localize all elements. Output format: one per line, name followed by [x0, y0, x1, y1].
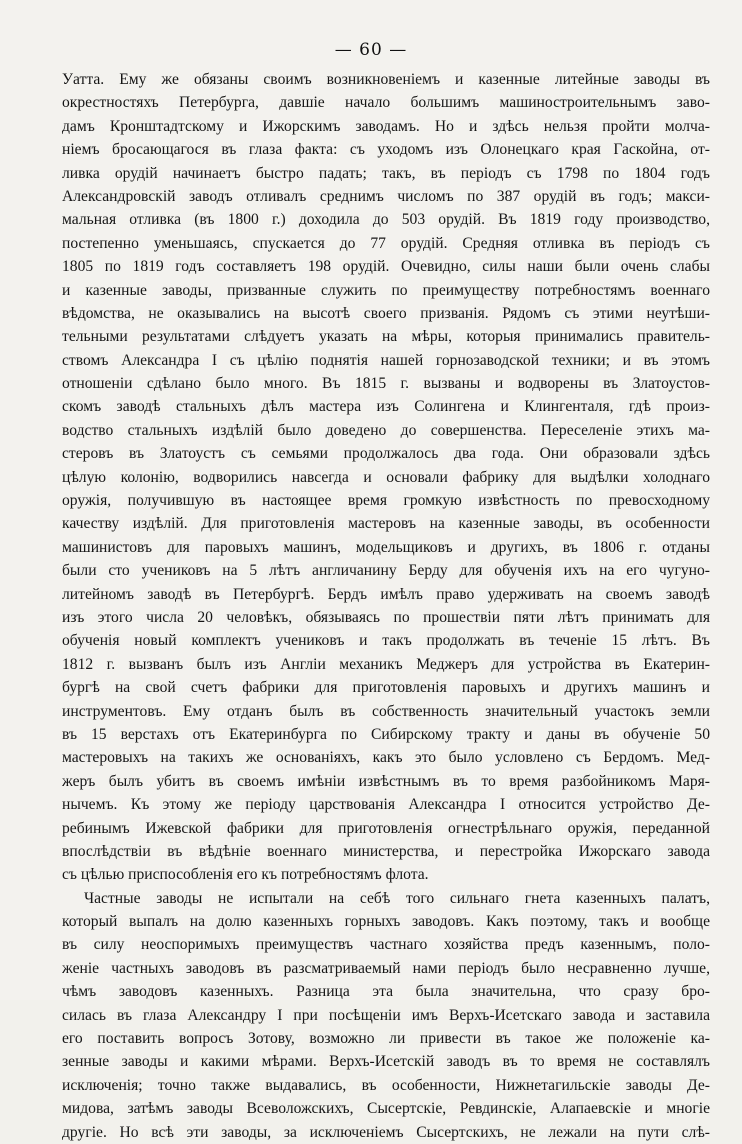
text-line: бургѣ на свой счетъ фабрики для приготовленiя паровыхъ и другихъ машинъ и [62, 679, 710, 697]
text-line: нычемъ. Къ этому же перiоду царствованiя Александра I относится устройство Де- [62, 796, 710, 814]
page-number: — 60 — [334, 40, 408, 60]
text-line: впослѣдствiи въ вѣдѣнiе военнаго министерства, и перестройка Ижорскаго завода [62, 842, 710, 860]
text-line: инструментовъ. Ему отданъ былъ въ собственность значительный участокъ земли [62, 702, 710, 720]
text-line: дамъ Кронштадтскому и Ижорскимъ заводамъ. Но и здѣсь нельзя пройти молча- [62, 117, 710, 135]
text-line: изъ этого числа 20 человѣкъ, обязываясь по прошествiи пяти лѣтъ принимать для [62, 608, 710, 626]
text-line: были сто учениковъ на 5 лѣтъ англичанину Берду для обученiя ихъ на его чугуно- [62, 562, 710, 580]
text-line: съ цѣлью приспособленiя его къ потребностямъ флота. [62, 866, 429, 884]
text-line: водство стальныхъ издѣлiй было доведено до совершенства. Переселенiе этихъ ма- [62, 421, 710, 439]
text-line: Уатта. Ему же обязаны своимъ возникновенiемъ и казенные литейные заводы въ [62, 71, 710, 88]
text-line: стеровъ въ Златоустъ съ семьями продолжалось два года. Они образовали здѣсь [62, 445, 710, 463]
text-line: женiе частныхъ заводовъ въ разсматриваемый нами перiодъ было несравненно лучше, [62, 959, 710, 977]
text-line: Александровскiй заводъ отливалъ среднимъ числомъ по 387 орудiй въ годъ; макси- [62, 187, 710, 205]
text-line: мидова, затѣмъ заводы Всеволожскихъ, Сысертскiе, Ревдинскiе, Алапаевскiе и многiе [62, 1100, 710, 1118]
text-line: отношенiи сдѣлано было много. Въ 1815 г. вызваны и водворены въ Златоустов- [62, 375, 710, 393]
text-line: чѣмъ заводовъ казенныхъ. Разница эта была значительна, что сразу бро- [62, 983, 710, 1001]
text-line: ливка орудiй начинаетъ быстро падать; такъ, въ перiодъ съ 1798 по 1804 годъ [62, 164, 710, 182]
text-line: ствомъ Александра I съ цѣлiю поднятiя нашей горнозаводской техники; и въ этомъ [62, 351, 710, 369]
text-line: исключенiя; точно также выдавались, въ особенности, Нижнетагильскiе заводы Де- [62, 1076, 710, 1094]
text-line: постепенно уменьшаясь, спускается до 77 орудiй. Средняя отливка въ перiодъ съ [62, 234, 710, 252]
text-line: вѣдомства, не оказывались на высотѣ своего призванiя. Рядомъ съ этими неутѣши- [62, 304, 710, 322]
text-line: литейномъ заводѣ въ Петербургѣ. Бердъ имѣлъ право удерживать на своемъ заводѣ [62, 585, 710, 603]
text-line: машинистовъ для паровыхъ машинъ, модельщиковъ и другихъ, въ 1806 г. отданы [62, 538, 710, 556]
paragraph-2 [62, 887, 710, 1144]
text-line: другiе. Но всѣ эти заводы, за исключенiемъ Сысертскихъ, не лежали на пути слѣ- [62, 1123, 710, 1141]
text-line: его поставить вопросъ Зотову, возможно ли привести въ такое же положенiе ка- [62, 1030, 710, 1048]
text-line: зенные заводы и какими мѣрами. Верхъ-Исетскiй заводъ въ то время не составлялъ [62, 1053, 710, 1071]
text-line: нiемъ бросающагося въ глаза факта: съ уходомъ изъ Олонецкаго края Гаскойна, от- [62, 141, 710, 159]
text-line: окрестностяхъ Петербурга, давшiе начало большимъ машиностроительнымъ заво- [62, 94, 710, 112]
paragraph-1 [62, 68, 710, 887]
text-line: Частные заводы не испытали на себѣ того сильнаго гнета казенныхъ палатъ, [84, 889, 710, 907]
text-line: тельными результатами слѣдуетъ указать на мѣры, которыя принимались правитель- [62, 328, 710, 346]
text-line: качеству издѣлiй. Для приготовленiя мастеровъ на казенные заводы, въ особенности [62, 515, 710, 533]
text-line: жеръ былъ убитъ въ своемъ имѣнiи извѣстнымъ въ то время разбойникомъ Маря- [62, 772, 710, 790]
text-line: и казенные заводы, призванные служить по преимуществу потребностямъ военнаго [62, 281, 710, 299]
text-line: силась въ глаза Александру I при посѣщенiи имъ Верхъ-Исетскаго завода и заставила [62, 1006, 710, 1024]
text-line: который выпалъ на долю казенныхъ горныхъ заводовъ. Какъ поэтому, такъ и вообще [62, 913, 710, 931]
text-line: оружiя, получившую въ настоящее время громкую извѣстность по превосходному [62, 492, 710, 510]
text-line: скомъ заводѣ стальныхъ дѣлъ мастера изъ Солингена и Клингенталя, гдѣ произ- [62, 398, 710, 416]
text-line: въ 15 верстахъ отъ Екатеринбурга по Сибирскому тракту и даны въ обученiе 50 [62, 725, 710, 743]
text-line: ребинымъ Ижевской фабрики для приготовленiя огнестрѣльнаго оружiя, переданной [62, 819, 710, 837]
text-line: мальная отливка (въ 1800 г.) доходила до 503 орудiй. Въ 1819 году производство, [62, 211, 710, 229]
body-text [62, 68, 710, 1144]
text-line: въ силу неоспоримыхъ преимуществъ частнаго хозяйства предъ казеннымъ, поло- [62, 936, 710, 954]
text-line: 1805 по 1819 годъ составляетъ 198 орудiй. Очевидно, силы наши были очень слабы [62, 258, 710, 276]
text-line: мастеровыхъ на такихъ же основанiяхъ, какъ это было условлено съ Бердомъ. Мед- [62, 749, 710, 767]
text-line: обученiя новый комплектъ учениковъ и такъ продолжать въ теченiе 15 лѣтъ. Въ [62, 632, 710, 650]
text-line: цѣлую колонiю, водворились навсегда и основали фабрику для выдѣлки холоднаго [62, 468, 710, 486]
text-line: 1812 г. вызванъ былъ изъ Англiи механикъ Меджеръ для устройства въ Екатерин- [62, 655, 710, 673]
